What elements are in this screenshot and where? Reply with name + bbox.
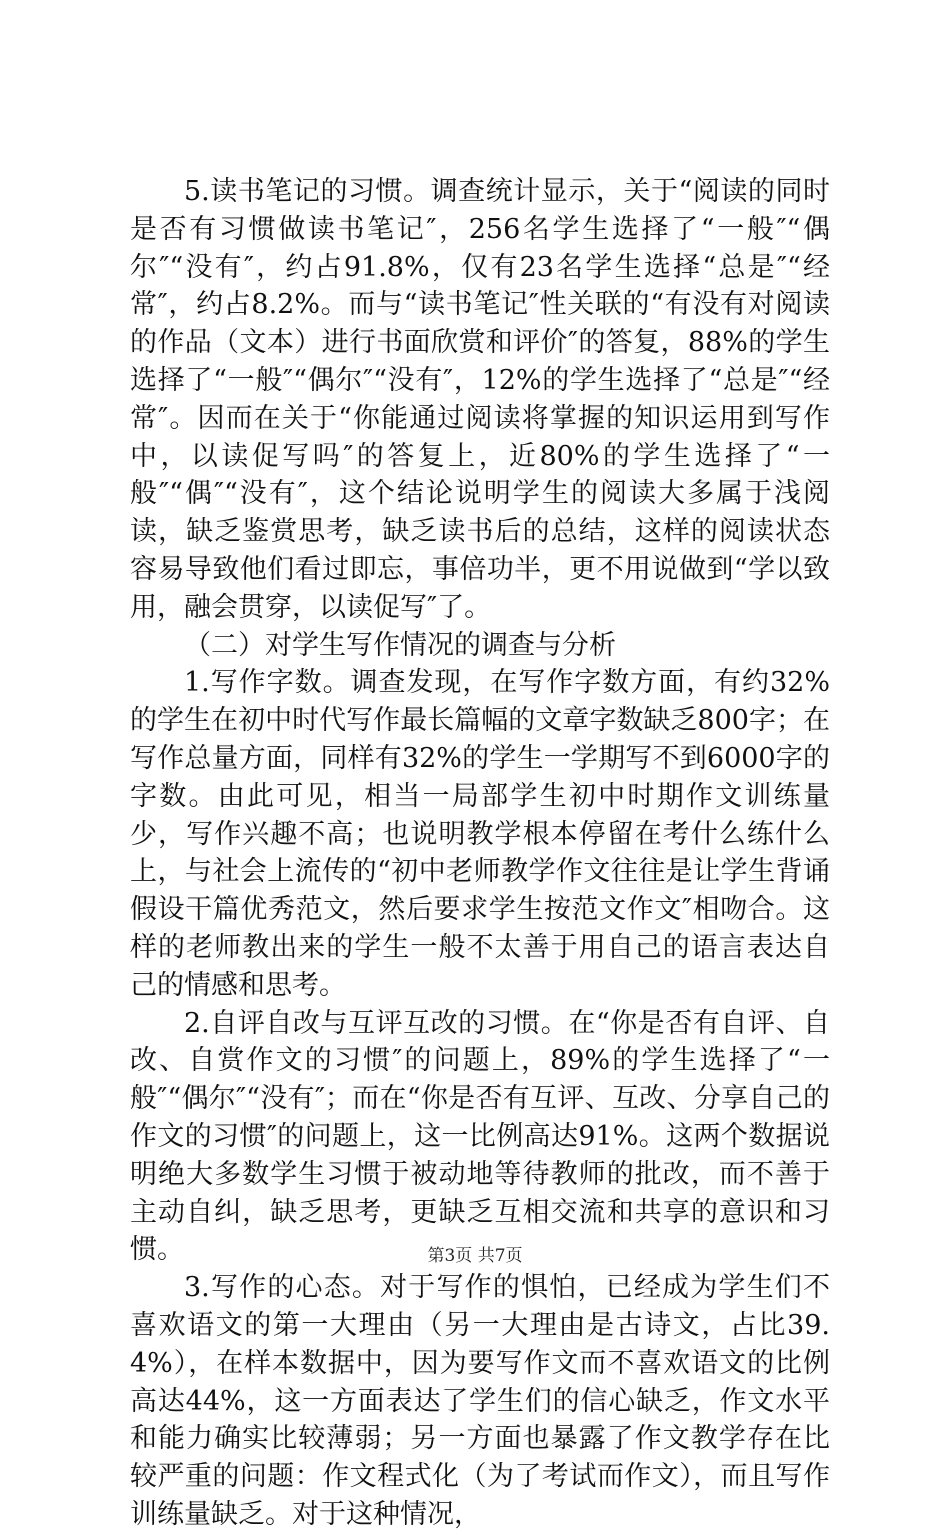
- document-body: [130, 173, 830, 1534]
- section-heading-writing-survey: （二）对学生写作情况的调查与分析: [184, 629, 616, 661]
- paragraph-writing-word-count: 1.写作字数。调查发现，在写作字数方面，有约32%的学生在初中时代写作最长篇幅的文章字数缺乏800字；在写作总量方面，同样有32%的学生一学期写不到6000字的字数。由此可见，相当一局部学生初中时期作文训练量少，写作兴趣不高；也说明教学根本停留在考什么练什么上，与社会上流传的“初中老师教学作文往往是让学生背诵假设干篇优秀范文，然后要求学生按范文作文″相吻合。这样的老师教出来的学生一般不太善于用自己的语言表达自己的情感和思考。: [130, 667, 830, 1001]
- paragraph-self-peer-review: 2.自评自改与互评互改的习惯。在“你是否有自评、自改、自赏作文的习惯″的问题上，89%的学生选择了“一般″“偶尔″“没有″；而在“你是否有互评、互改、分享自己的作文的习惯″的问题上，这一比例高达91%。这两个数据说明绝大多数学生习惯于被动地等待教师的批改，而不善于主动自纠，缺乏思考，更缺乏互相交流和共享的意识和习惯。: [130, 1007, 830, 1266]
- paragraph-reading-notes: 5.读书笔记的习惯。调查统计显示，关于“阅读的同时是否有习惯做读书笔记″，256名学生选择了“一般″“偶尔″“没有″，约占91.8%，仅有23名学生选择“总是″“经常″，约占8.2%。而与“读书笔记″性关联的“有没有对阅读的作品（文本）进行书面欣赏和评价″的答复，88%的学生选择了“一般″“偶尔″“没有″，12%的学生选择了“总是″“经常″。因而在关于“你能通过阅读将掌握的知识运用到写作中，以读促写吗″的答复上，近80%的学生选择了“一般″“偶″“没有″，这个结论说明学生的阅读大多属于浅阅读，缺乏鉴赏思考，缺乏读书后的总结，这样的阅读状态容易导致他们看过即忘，事倍功半，更不用说做到“学以致用，融会贯穿，以读促写″了。: [130, 176, 830, 623]
- paragraph-writing-attitude: 3.写作的心态。对于写作的惧怕，已经成为学生们不喜欢语文的第一大理由（另一大理由是古诗文，占比39.4%），在样本数据中，因为要写作文而不喜欢语文的比例高达44%，这一方面表达了学生们的信心缺乏，作文水平和能力确实比较薄弱；另一方面也暴露了作文教学存在比较严重的问题：作文程式化（为了考试而作文），而且写作训练量缺乏。对于这种情况，: [130, 1272, 830, 1530]
- page-number-footer: 第3页 共7页: [427, 1246, 523, 1266]
